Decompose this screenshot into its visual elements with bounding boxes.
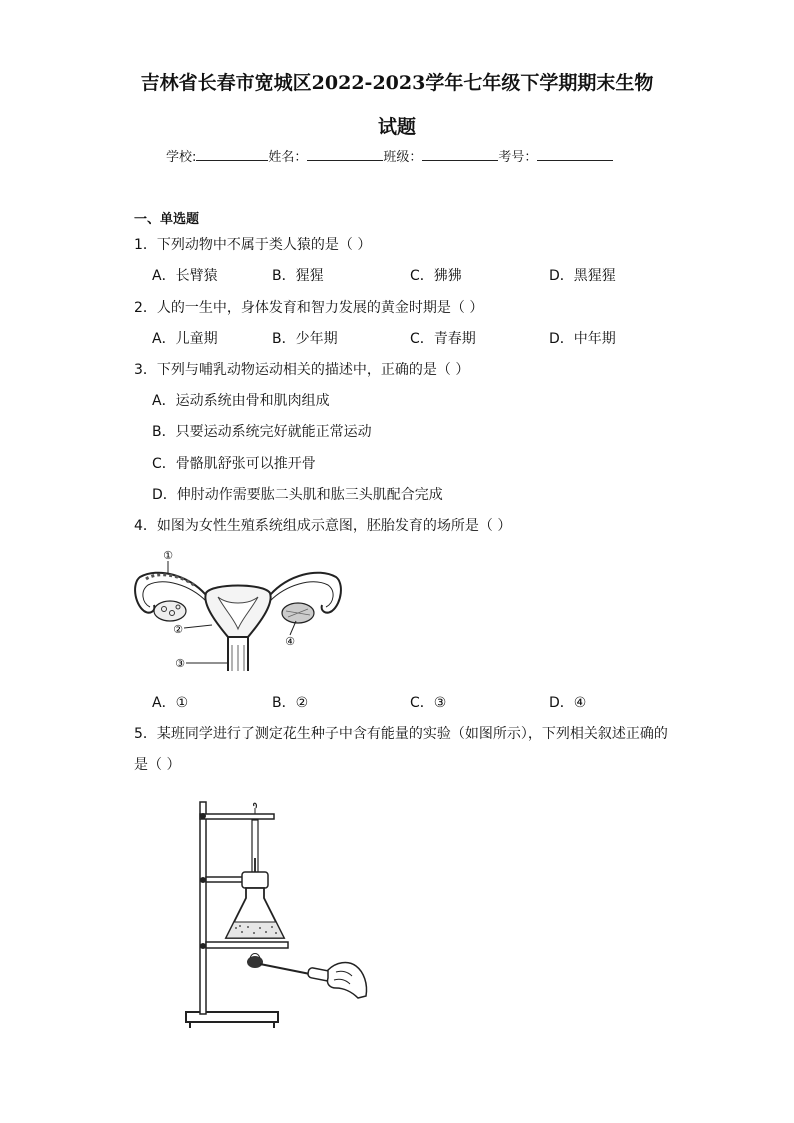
q4-option-d: D．④ [549, 695, 587, 711]
q3-option-c: C．骨骼肌舒张可以推开骨 [152, 456, 316, 472]
figure-label-4: ④ [285, 635, 295, 648]
figure-label-2: ② [173, 623, 183, 636]
class-label: 班级： [383, 150, 423, 165]
section-title: 一、单选题 [134, 212, 200, 227]
female-reproductive-system-diagram [128, 545, 358, 673]
question-1-stem: 1．下列动物中不属于类人猿的是（ ） [134, 237, 372, 253]
q1-option-a: A．长臂猿 [152, 268, 218, 284]
figure-label-1: ① [163, 549, 173, 562]
page-title-line2: 试题 [377, 116, 416, 138]
question-5-stem: 5．某班同学进行了测定花生种子中含有能量的实验（如图所示），下列相关叙述正确的 [134, 726, 668, 742]
q2-option-c: C．青春期 [410, 331, 476, 347]
q1-option-d: D．黑猩猩 [549, 268, 616, 284]
question-5-stem-line2: 是（ ） [134, 757, 181, 773]
page-title: 吉林省长春市宽城区2022-2023学年七年级下学期期末生物 [140, 72, 654, 94]
peanut-energy-experiment-diagram [180, 798, 380, 1030]
question-2-stem: 2．人的一生中，身体发育和智力发展的黄金时期是（ ） [134, 300, 484, 316]
q2-option-a: A．儿童期 [152, 331, 218, 347]
q4-option-c: C．③ [410, 695, 447, 711]
name-label: 姓名： [268, 150, 308, 165]
school-label: 学校: [166, 150, 197, 165]
class-blank [422, 148, 498, 161]
number-label: 考号： [498, 150, 538, 165]
q2-option-b: B．少年期 [272, 331, 338, 347]
number-blank [537, 148, 613, 161]
name-blank [307, 148, 383, 161]
q3-option-d: D．伸肘动作需要肱二头肌和肱三头肌配合完成 [152, 487, 443, 503]
q2-option-d: D．中年期 [549, 331, 616, 347]
figure-label-3: ③ [175, 657, 185, 670]
q1-option-b: B．猩猩 [272, 268, 324, 284]
question-4-stem: 4．如图为女性生殖系统组成示意图，胚胎发育的场所是（ ） [134, 518, 512, 534]
q3-option-b: B．只要运动系统完好就能正常运动 [152, 424, 372, 440]
q1-option-c: C．狒狒 [410, 268, 462, 284]
student-info-line [166, 146, 613, 165]
question-3-stem: 3．下列与哺乳动物运动相关的描述中，正确的是（ ） [134, 362, 470, 378]
q4-option-b: B．② [272, 695, 309, 711]
q3-option-a: A．运动系统由骨和肌肉组成 [152, 393, 330, 409]
school-blank [196, 148, 268, 161]
q4-option-a: A．① [152, 695, 189, 711]
